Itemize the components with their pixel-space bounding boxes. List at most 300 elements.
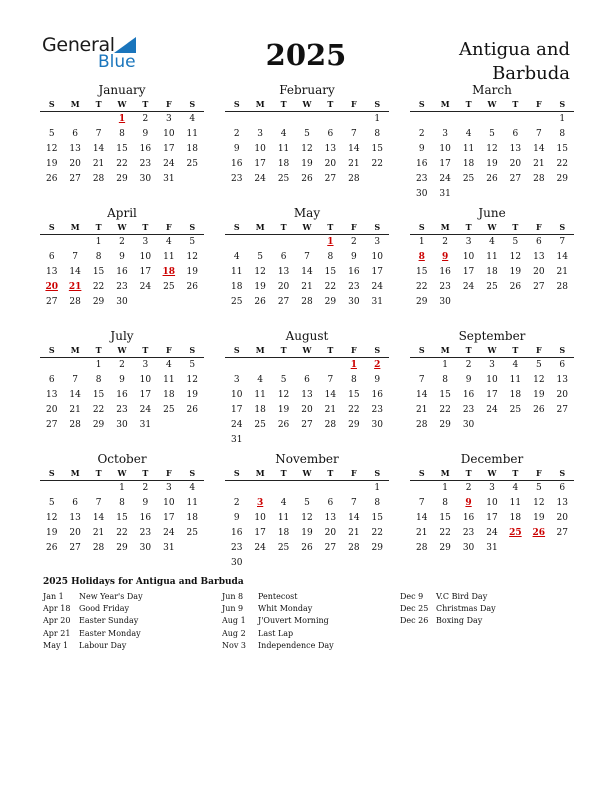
- day-cell: 14: [348, 144, 360, 154]
- weekday-header: S: [418, 468, 425, 478]
- holiday-date: Apr 20: [43, 616, 71, 626]
- weekday-header: S: [374, 468, 381, 478]
- day-cell: 13: [69, 513, 81, 523]
- day-cell: 28: [92, 174, 105, 184]
- weekday-header: T: [280, 468, 287, 478]
- day-cell: 14: [533, 144, 545, 154]
- day-grid: [40, 358, 204, 433]
- day-cell: 11: [163, 375, 175, 385]
- day-cell: 13: [324, 513, 337, 523]
- weekday-header: M: [70, 222, 80, 232]
- holiday-entry: [43, 615, 143, 627]
- day-cell: 20: [69, 528, 81, 538]
- empty-day-cell: [295, 235, 318, 250]
- weekday-header-row: [225, 467, 389, 481]
- day-cell: 22: [92, 282, 105, 292]
- weekday-header: F: [535, 222, 542, 232]
- day-cell: 29: [348, 420, 360, 430]
- day-cell: 15: [92, 267, 105, 277]
- holiday-name: J'Ouvert Morning: [258, 616, 329, 626]
- weekday-header-row: [225, 344, 389, 358]
- month-name: September: [458, 329, 526, 343]
- day-cell: 6: [327, 129, 334, 139]
- day-cell: 26: [301, 543, 313, 553]
- day-cell: 8: [95, 375, 102, 385]
- weekday-header: W: [487, 222, 497, 232]
- day-cell: 30: [462, 543, 475, 553]
- day-cell: 23: [439, 282, 451, 292]
- weekday-header: W: [117, 99, 127, 109]
- day-cell: 13: [509, 144, 522, 154]
- holiday-entry: [222, 615, 334, 627]
- weekday-header: S: [233, 99, 240, 109]
- weekday-header: F: [535, 99, 542, 109]
- weekday-header: W: [302, 99, 312, 109]
- day-cell: 3: [257, 129, 263, 139]
- day-cell: 26: [533, 405, 545, 415]
- day-cell: 16: [348, 267, 360, 277]
- day-cell: 12: [301, 144, 313, 154]
- empty-day-cell: [40, 235, 63, 250]
- day-cell: 2: [418, 129, 425, 139]
- day-cell: 15: [371, 513, 383, 523]
- day-cell: 4: [512, 360, 519, 370]
- day-cell: 15: [116, 144, 128, 154]
- month-may: [225, 205, 389, 310]
- empty-day-cell: [433, 112, 456, 127]
- month-july: [40, 328, 204, 433]
- day-cell: 3: [165, 483, 172, 493]
- weekday-header: S: [418, 345, 425, 355]
- weekday-header: T: [465, 222, 472, 232]
- day-cell: 20: [45, 405, 58, 415]
- day-cell: 25: [254, 420, 266, 430]
- empty-day-cell: [225, 358, 248, 373]
- day-cell: 30: [230, 558, 243, 568]
- day-cell: 9: [119, 375, 125, 385]
- day-cell: 5: [189, 360, 196, 370]
- day-cell: 15: [415, 267, 428, 277]
- holiday-day-cell: 1: [350, 360, 357, 370]
- day-cell: 2: [233, 498, 240, 508]
- day-cell: 18: [230, 282, 243, 292]
- day-cell: 4: [189, 114, 196, 124]
- day-cell: 2: [119, 237, 125, 247]
- day-cell: 11: [486, 252, 498, 262]
- weekday-header: T: [512, 222, 519, 232]
- day-cell: 12: [186, 252, 198, 262]
- day-cell: 8: [327, 252, 334, 262]
- day-cell: 20: [324, 528, 337, 538]
- day-cell: 15: [371, 144, 383, 154]
- day-cell: 25: [163, 405, 175, 415]
- day-cell: 26: [509, 282, 522, 292]
- day-cell: 2: [119, 360, 125, 370]
- day-cell: 9: [374, 375, 381, 385]
- day-cell: 7: [418, 375, 425, 385]
- weekday-header: W: [302, 345, 312, 355]
- month-name: May: [293, 206, 321, 220]
- day-grid: [225, 358, 389, 448]
- day-cell: 30: [139, 174, 152, 184]
- day-cell: 9: [233, 513, 240, 523]
- empty-day-cell: [248, 112, 271, 127]
- day-cell: 18: [186, 513, 198, 523]
- day-cell: 4: [280, 129, 287, 139]
- day-cell: 1: [95, 237, 102, 247]
- empty-day-cell: [319, 481, 342, 496]
- day-cell: 25: [277, 543, 290, 553]
- day-cell: 6: [535, 237, 542, 247]
- day-grid: [40, 235, 204, 310]
- day-cell: 1: [559, 114, 566, 124]
- day-cell: 16: [230, 159, 243, 169]
- day-cell: 29: [556, 174, 568, 184]
- day-cell: 21: [533, 159, 545, 169]
- day-cell: 5: [189, 237, 196, 247]
- month-name: February: [279, 83, 335, 97]
- day-cell: 11: [163, 252, 175, 262]
- holiday-entry: [400, 603, 496, 615]
- empty-day-cell: [480, 112, 503, 127]
- day-cell: 13: [556, 375, 568, 385]
- empty-day-cell: [342, 481, 365, 496]
- weekday-header: T: [95, 222, 102, 232]
- day-cell: 23: [230, 543, 243, 553]
- day-cell: 29: [116, 174, 128, 184]
- day-cell: 3: [465, 237, 472, 247]
- day-cell: 5: [489, 129, 495, 139]
- day-cell: 18: [462, 159, 475, 169]
- day-cell: 23: [371, 405, 383, 415]
- weekday-header: W: [302, 222, 312, 232]
- day-cell: 11: [509, 375, 522, 385]
- day-cell: 30: [116, 297, 128, 307]
- day-cell: 25: [186, 159, 198, 169]
- day-cell: 14: [415, 513, 428, 523]
- weekday-header: S: [418, 99, 425, 109]
- day-cell: 6: [72, 129, 78, 139]
- day-cell: 13: [324, 144, 337, 154]
- weekday-header: F: [350, 468, 357, 478]
- holiday-name: Easter Monday: [79, 628, 141, 638]
- day-cell: 2: [350, 237, 357, 247]
- day-cell: 27: [69, 174, 81, 184]
- day-cell: 17: [486, 513, 498, 523]
- day-cell: 19: [533, 390, 545, 400]
- day-cell: 6: [280, 252, 287, 262]
- day-cell: 11: [186, 498, 198, 508]
- empty-day-cell: [295, 481, 318, 496]
- weekday-header-row: [40, 467, 204, 481]
- empty-day-cell: [63, 235, 86, 250]
- month-name: January: [98, 83, 146, 97]
- day-cell: 22: [439, 528, 451, 538]
- day-cell: 2: [465, 360, 472, 370]
- month-february: [225, 82, 389, 187]
- empty-day-cell: [410, 112, 433, 127]
- day-cell: 28: [69, 420, 81, 430]
- day-cell: 30: [116, 420, 128, 430]
- day-cell: 18: [254, 405, 266, 415]
- day-cell: 21: [348, 159, 360, 169]
- day-cell: 25: [486, 282, 498, 292]
- day-cell: 5: [48, 129, 55, 139]
- month-name: December: [460, 452, 524, 466]
- day-cell: 20: [509, 159, 522, 169]
- day-cell: 23: [462, 405, 475, 415]
- day-cell: 9: [142, 129, 149, 139]
- empty-day-cell: [272, 358, 295, 373]
- day-cell: 29: [371, 543, 383, 553]
- day-cell: 21: [69, 405, 81, 415]
- day-cell: 31: [139, 420, 152, 430]
- weekday-header: M: [70, 345, 80, 355]
- weekday-header: M: [440, 468, 450, 478]
- empty-day-cell: [225, 235, 248, 250]
- day-cell: 20: [533, 267, 545, 277]
- day-cell: 29: [92, 297, 105, 307]
- weekday-header-row: [410, 467, 574, 481]
- day-cell: 31: [163, 174, 175, 184]
- day-cell: 13: [69, 144, 81, 154]
- day-grid: [225, 112, 389, 187]
- day-cell: 16: [462, 513, 475, 523]
- weekday-header-row: [225, 98, 389, 112]
- day-cell: 26: [254, 297, 266, 307]
- weekday-header: F: [350, 99, 357, 109]
- day-cell: 1: [442, 483, 448, 493]
- day-cell: 7: [95, 498, 102, 508]
- holiday-entry: [222, 640, 334, 652]
- holiday-entry: [43, 591, 143, 603]
- day-cell: 19: [301, 528, 313, 538]
- holiday-entry: [43, 628, 143, 640]
- holiday-day-cell: 9: [465, 498, 472, 508]
- weekday-header: T: [465, 468, 472, 478]
- holiday-entry: [222, 628, 334, 640]
- holiday-entry: [400, 615, 496, 627]
- day-cell: 22: [415, 282, 428, 292]
- weekday-header-row: [410, 344, 574, 358]
- day-cell: 1: [418, 237, 425, 247]
- day-cell: 27: [301, 420, 313, 430]
- day-cell: 7: [559, 237, 566, 247]
- day-cell: 1: [374, 483, 381, 493]
- day-grid: [40, 112, 204, 187]
- holiday-columns: [43, 591, 583, 671]
- day-cell: 4: [512, 483, 519, 493]
- holiday-date: Aug 1: [222, 616, 246, 626]
- weekday-header: S: [233, 222, 240, 232]
- day-cell: 27: [277, 297, 290, 307]
- day-cell: 19: [186, 390, 198, 400]
- weekday-header: M: [255, 468, 265, 478]
- day-grid: [410, 112, 574, 202]
- day-cell: 27: [509, 174, 522, 184]
- day-cell: 22: [439, 405, 451, 415]
- day-cell: 16: [116, 390, 128, 400]
- day-cell: 4: [165, 237, 172, 247]
- day-cell: 18: [486, 267, 498, 277]
- day-cell: 7: [418, 498, 425, 508]
- day-cell: 7: [72, 375, 78, 385]
- day-cell: 16: [139, 144, 152, 154]
- holiday-day-cell: 1: [118, 114, 126, 124]
- day-cell: 28: [348, 543, 360, 553]
- weekday-header: T: [280, 222, 287, 232]
- day-cell: 4: [280, 498, 287, 508]
- day-cell: 10: [139, 252, 152, 262]
- day-cell: 7: [304, 252, 310, 262]
- day-cell: 23: [415, 174, 428, 184]
- day-cell: 13: [45, 390, 58, 400]
- day-cell: 16: [139, 513, 152, 523]
- day-cell: 24: [254, 543, 266, 553]
- day-cell: 3: [233, 375, 240, 385]
- day-cell: 5: [257, 252, 263, 262]
- weekday-header-row: [410, 98, 574, 112]
- day-cell: 29: [116, 543, 128, 553]
- day-cell: 9: [465, 375, 472, 385]
- weekday-header: W: [117, 468, 127, 478]
- day-cell: 23: [230, 174, 243, 184]
- day-cell: 17: [439, 159, 451, 169]
- day-cell: 26: [45, 174, 58, 184]
- day-cell: 14: [556, 252, 568, 262]
- day-cell: 16: [439, 267, 451, 277]
- weekday-header: F: [165, 468, 172, 478]
- holiday-column: [400, 591, 496, 628]
- day-cell: 4: [465, 129, 472, 139]
- day-cell: 10: [254, 513, 266, 523]
- weekday-header: W: [487, 345, 497, 355]
- day-cell: 6: [72, 498, 78, 508]
- holiday-name: Boxing Day: [436, 616, 483, 626]
- holiday-day-cell: 8: [418, 252, 425, 262]
- day-cell: 22: [116, 528, 128, 538]
- day-cell: 29: [439, 420, 451, 430]
- holiday-name: Whit Monday: [258, 604, 313, 614]
- day-cell: 3: [165, 114, 172, 124]
- day-cell: 17: [254, 159, 266, 169]
- month-october: [40, 451, 204, 556]
- weekday-header: T: [327, 222, 334, 232]
- weekday-header: T: [512, 99, 519, 109]
- day-cell: 24: [486, 528, 498, 538]
- day-cell: 7: [72, 252, 78, 262]
- day-cell: 8: [119, 498, 125, 508]
- month-march: [410, 82, 574, 202]
- day-cell: 20: [324, 159, 337, 169]
- weekday-header: W: [487, 468, 497, 478]
- day-cell: 27: [533, 282, 545, 292]
- weekday-header: S: [189, 99, 196, 109]
- month-november: [225, 451, 389, 571]
- holiday-day-cell: 21: [68, 282, 82, 292]
- day-cell: 21: [301, 282, 313, 292]
- day-cell: 4: [233, 252, 240, 262]
- day-cell: 11: [186, 129, 198, 139]
- holiday-day-cell: 9: [442, 252, 449, 262]
- day-cell: 17: [462, 267, 475, 277]
- day-cell: 5: [48, 498, 55, 508]
- empty-day-cell: [295, 112, 318, 127]
- day-cell: 3: [489, 360, 495, 370]
- day-cell: 13: [45, 267, 58, 277]
- holiday-entry: [43, 603, 143, 615]
- day-cell: 25: [186, 528, 198, 538]
- day-cell: 23: [139, 528, 152, 538]
- day-cell: 7: [350, 498, 357, 508]
- day-cell: 15: [92, 390, 105, 400]
- day-cell: 15: [556, 144, 568, 154]
- day-grid: [225, 481, 389, 571]
- day-cell: 8: [442, 375, 448, 385]
- weekday-header: S: [189, 222, 196, 232]
- empty-day-cell: [319, 112, 342, 127]
- day-cell: 8: [374, 129, 381, 139]
- weekday-header: S: [233, 345, 240, 355]
- day-cell: 4: [257, 375, 263, 385]
- day-cell: 24: [254, 174, 266, 184]
- holiday-date: Apr 18: [43, 604, 71, 614]
- day-cell: 28: [415, 543, 428, 553]
- weekday-header: F: [165, 345, 172, 355]
- day-cell: 27: [556, 528, 568, 538]
- day-cell: 11: [254, 390, 266, 400]
- day-cell: 14: [69, 267, 81, 277]
- day-cell: 1: [119, 483, 125, 493]
- weekday-header: T: [142, 99, 149, 109]
- weekday-header-row: [40, 344, 204, 358]
- weekday-header: T: [142, 468, 149, 478]
- weekday-header: M: [70, 99, 80, 109]
- day-cell: 19: [301, 159, 313, 169]
- weekday-header: T: [95, 345, 102, 355]
- holiday-name: Independence Day: [258, 640, 334, 650]
- day-cell: 28: [348, 174, 360, 184]
- day-cell: 21: [92, 159, 105, 169]
- day-cell: 12: [45, 144, 58, 154]
- day-cell: 24: [371, 282, 383, 292]
- day-cell: 15: [439, 390, 451, 400]
- day-cell: 3: [489, 483, 495, 493]
- day-cell: 25: [277, 174, 290, 184]
- day-cell: 19: [186, 267, 198, 277]
- empty-day-cell: [40, 481, 63, 496]
- day-cell: 24: [230, 420, 243, 430]
- weekday-header: S: [559, 99, 566, 109]
- day-cell: 10: [462, 252, 475, 262]
- day-cell: 1: [442, 360, 448, 370]
- month-name: March: [472, 83, 512, 97]
- empty-day-cell: [40, 358, 63, 373]
- day-cell: 26: [186, 405, 198, 415]
- day-cell: 11: [230, 267, 243, 277]
- holiday-name: Pentecost: [258, 592, 298, 601]
- day-cell: 12: [186, 375, 198, 385]
- weekday-header: W: [117, 345, 127, 355]
- day-cell: 18: [277, 528, 290, 538]
- day-cell: 24: [163, 159, 175, 169]
- month-name: November: [275, 452, 339, 466]
- day-cell: 22: [556, 159, 568, 169]
- holiday-date: Jun 9: [222, 604, 244, 614]
- day-cell: 29: [415, 297, 428, 307]
- day-cell: 9: [119, 252, 125, 262]
- day-cell: 23: [462, 528, 475, 538]
